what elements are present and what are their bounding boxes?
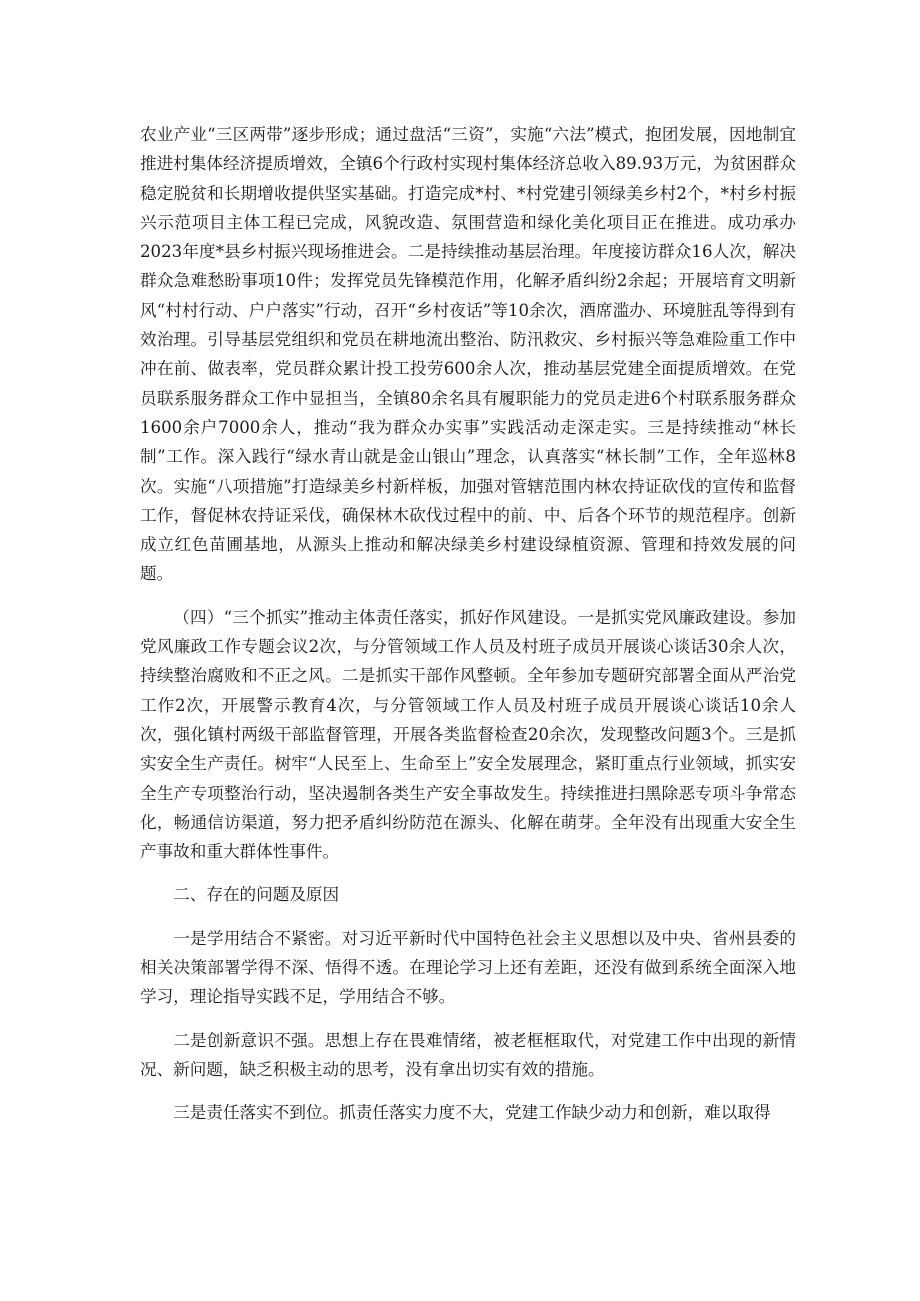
paragraph-responsibility-implementation: （四）“三个抓实”推动主体责任落实，抓好作风建设。一是抓实党风廉政建设。参加党风廉政工作专题会议2次，与分管领域工作人员及村班子成员开展谈心谈话30余人次，持续整治腐败和不正之风。二是抓实干部作风整顿。全年参加专题研究部署全面从严治党工作2次，开展警示教育4次，与分管领域工作人员及村班子成员开展谈心谈话10余人次，强化镇村两级干部监督管理，开展各类监督检查20余次，发现整改问题3个。三是抓实安全生产责任。树牢“人民至上、生命至上”安全发展理念，紧盯重点行业领域，抓实安全生产专项整治行动，坚决遏制各类生产安全事故发生。持续推进扫黑除恶专项斗争常态化，畅通信访渠道，努力把矛盾纠纷防范在源头、化解在萌芽。全年没有出现重大安全生产事故和重大群体性事件。 <box>140 607 796 862</box>
section-heading-problems: 二、存在的问题及原因 <box>173 885 340 905</box>
paragraph-problem-1: 一是学用结合不紧密。对习近平新时代中国特色社会主义思想以及中央、省州县委的相关决策部署学得不深、悟得不透。在理论学习上还有差距，还没有做到系统全面深入地学习，理论指导实践不足，学用结合不够。 <box>140 928 796 1007</box>
paragraph-problem-2: 二是创新意识不强。思想上存在畏难情绪，被老框框取代，对党建工作中出现的新情况、新问题，缺乏积极主动的思考，没有拿出切实有效的措施。 <box>140 1030 796 1079</box>
document-page <box>140 120 796 1128</box>
paragraph-problem-3: 三是责任落实不到位。抓责任落实力度不大，党建工作缺少动力和创新，难以取得 <box>173 1103 771 1123</box>
paragraph-work-summary-continued: 农业产业“三区两带”逐步形成；通过盘活“三资”，实施“六法”模式，抱团发展，因地制宜推进村集体经济提质增效，全镇6个行政村实现村集体经济总收入89.93万元，为贫困群众稳定脱贫和长期增收提供坚实基础。打造完成*村、*村党建引领绿美乡村2个，*村乡村振兴示范项目主体工程已完成，风貌改造、氛围营造和绿化美化项目正在推进。成功承办2023年度*县乡村振兴现场推进会。二是持续推动基层治理。年度接访群众16人次，解决群众急难愁盼事项10件；发挥党员先锋模范作用，化解矛盾纠纷2余起；开展培育文明新风“村村行动、户户落实”行动，召开“乡村夜话”等10余次，酒席滥办、环境脏乱等得到有效治理。引导基层党组织和党员在耕地流出整治、防汛救灾、乡村振兴等急难险重工作中冲在前、做表率，党员群众累计投工投劳600余人次，推动基层党建全面提质增效。在党员联系服务群众工作中显担当，全镇80余名具有履职能力的党员走进6个村联系服务群众1600余户7000余人，推动“我为群众办实事”实践活动走深走实。三是持续推动“林长制”工作。深入践行“绿水青山就是金山银山”理念，认真落实“林长制”工作，全年巡林8次。实施“八项措施”打造绿美乡村新样板，加强对管辖范围内林农持证砍伐的宣传和监督工作，督促林农持证采伐，确保林木砍伐过程中的前、中、后各个环节的规范程序。创新成立红色苗圃基地，从源头上推动和解决绿美乡村建设绿植资源、管理和持效发展的问题。 <box>140 125 796 584</box>
